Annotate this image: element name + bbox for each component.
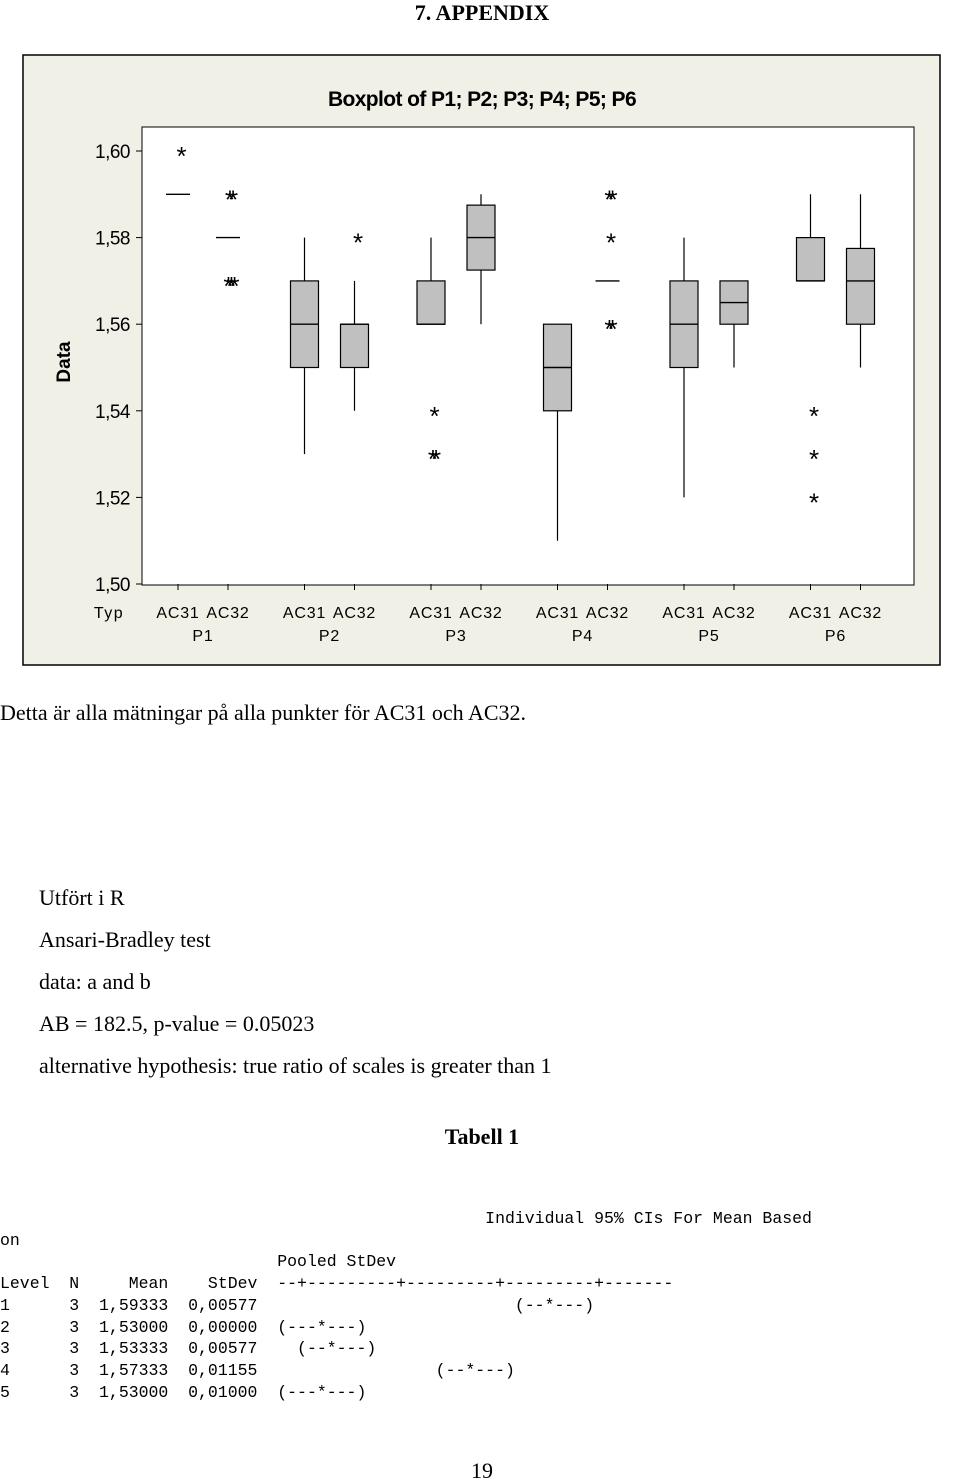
y-tick-label: 1,60	[95, 142, 130, 163]
y-tick-label: 1,54	[95, 401, 130, 423]
y-tick-label: 1,58	[95, 228, 130, 250]
group-label: P4	[571, 628, 594, 645]
box-body	[797, 238, 825, 281]
figure-caption: Detta är alla mätningar på alla punkter för AC31 och AC32.	[0, 700, 527, 725]
x-tick-label: AC32	[838, 605, 883, 622]
x-tick-label: AC31	[156, 605, 200, 622]
x-tick-label: AC31	[535, 605, 580, 622]
r-output-line: AB = 182.5, p-value = 0.05023	[39, 1011, 315, 1036]
box-body	[417, 281, 445, 324]
group-label: P2	[318, 628, 341, 645]
r-output-line: data: a and b	[39, 969, 151, 994]
y-tick-label: 1,52	[95, 488, 130, 510]
group-label: P5	[698, 628, 720, 645]
box-body	[847, 248, 875, 324]
y-tick-label: 1,56	[95, 315, 130, 337]
x-tick-label: AC31	[662, 605, 706, 622]
outlier-mark: *	[176, 141, 180, 171]
outlier-mark: *	[808, 487, 813, 518]
x-tick-label: AC32	[206, 605, 250, 622]
x-tick-label: AC32	[332, 605, 377, 622]
x-tick-label: AC32	[459, 605, 503, 622]
y-tick-label: 1,50	[95, 575, 130, 596]
x-tick-label: AC31	[788, 605, 833, 622]
outlier-mark: **	[427, 444, 435, 475]
outlier-mark: *	[352, 227, 357, 258]
outlier-mark: **	[604, 184, 611, 215]
plot-area	[142, 127, 914, 585]
group-label: P6	[824, 628, 847, 645]
outlier-mark: **	[604, 314, 611, 345]
group-label: P3	[445, 628, 467, 645]
outlier-mark: *	[808, 444, 813, 475]
page-number: 19	[471, 1458, 493, 1483]
section-heading: 7. APPENDIX	[414, 0, 550, 25]
outlier-mark: *	[808, 400, 813, 431]
x-tick-label: AC32	[585, 605, 630, 622]
group-label: P1	[192, 628, 214, 645]
r-output-line: alternative hypothesis: true ratio of scales is greater than 1	[39, 1053, 552, 1078]
r-output-line: Utfört i R	[39, 885, 125, 910]
x-tick-label: AC32	[712, 605, 756, 622]
box-body	[341, 324, 369, 367]
r-output-line: Ansari-Bradley test	[39, 927, 211, 952]
outlier-mark: *	[605, 227, 610, 258]
y-axis-label: Data	[54, 341, 75, 383]
boxplot-figure	[0, 0, 960, 680]
outlier-mark: *	[429, 400, 433, 431]
x-tick-label: AC31	[282, 605, 327, 622]
table-caption: Tabell 1	[444, 1124, 520, 1149]
anova-table: Individual 95% CIs For Mean Based on Pooled StDev Level N Mean StDev --+---------+---------+---------+------- 1 3 1,59333 0,00577 (--*---) 2 3 1,53000 0,00000 (---*---) 3 3 1,53333 0,00577 (--*---) 4 3 1,57333 0,01155 (--*---) 5 3 1,53000 0,01000 (---*---)	[0, 1209, 812, 1402]
outlier-mark: **	[224, 184, 232, 215]
chart-title: Boxplot of P1; P2; P3; P4; P5; P6	[327, 88, 637, 111]
x-tick-label: AC31	[409, 605, 453, 622]
x-row-label: Typ	[93, 605, 125, 622]
outlier-mark: ***	[223, 270, 233, 301]
